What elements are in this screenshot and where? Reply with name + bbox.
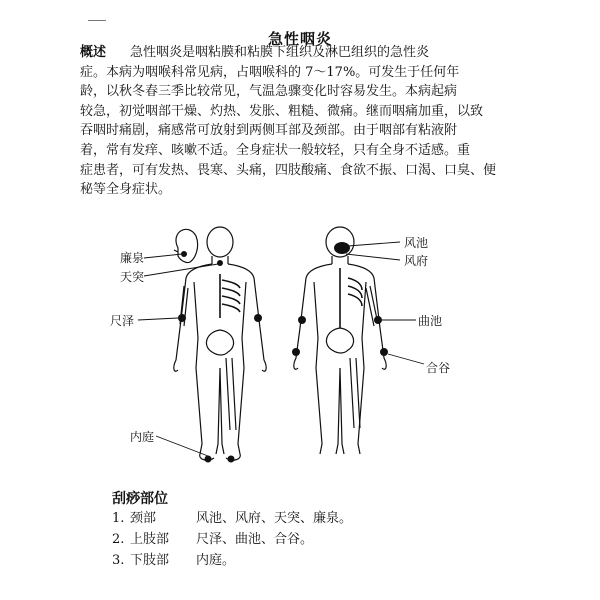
scraping-list <box>112 508 352 571</box>
list-item-points: 风池、风府、天突、廉泉。 <box>196 511 353 526</box>
overview-label: 概述 <box>80 45 107 60</box>
list-item-points: 内庭。 <box>196 553 236 568</box>
leader-line-lianquan <box>144 254 182 258</box>
acupoint-chize-marker-left <box>178 314 186 322</box>
acupoint-fengchi-marker <box>334 242 350 254</box>
scraping-heading: 刮痧部位 <box>112 491 168 507</box>
list-item <box>112 529 352 550</box>
acupoint-hegu-marker-right <box>380 348 388 356</box>
acupoint-quchi-marker-left <box>298 316 306 324</box>
back-body-illustration <box>294 227 386 454</box>
list-item-number: 3. <box>112 553 125 568</box>
leader-line-neiting <box>156 436 208 456</box>
paragraph-line: 吞咽时痛剧，痛感常可放射到两侧耳部及颈部。由于咽部有粘液附 <box>80 123 458 139</box>
label-fengfu: 风府 <box>404 254 429 268</box>
paragraph-line: 龄，以秋冬春三季比较常见，气温急骤变化时容易发生。本病起病 <box>80 84 458 100</box>
top-rule <box>88 20 106 21</box>
page-title: 急性咽炎 <box>267 30 332 48</box>
paragraph-line: 秘等全身症状。 <box>80 182 172 198</box>
leader-line-fengfu <box>346 254 400 260</box>
list-item-region: 上肢部 <box>130 532 170 547</box>
list-item-region: 颈部 <box>130 511 157 526</box>
list-item-number: 2. <box>112 532 125 547</box>
paragraph-line: 症。本病为咽喉科常见病，占咽喉科的 7～17%。可发生于任何年 <box>80 64 460 80</box>
list-item-points: 尺泽、曲池、合谷。 <box>196 532 314 547</box>
acupoint-neiting-marker-left <box>205 456 212 463</box>
label-tiantu: 天突 <box>120 270 145 284</box>
label-hegu: 合谷 <box>426 361 451 375</box>
label-lianquan: 廉泉 <box>120 251 145 265</box>
leader-line-fengchi <box>348 242 400 246</box>
list-item-region: 下肢部 <box>130 553 170 568</box>
paragraph-line: 较急，初觉咽部干燥、灼热、发胀、粗糙、微痛。继而咽痛加重，以致 <box>80 103 484 119</box>
overview-paragraph <box>80 43 497 200</box>
label-neiting: 内庭 <box>130 430 155 444</box>
paragraph-line: 着，常有发痒、咳嗽不适。全身症状一般较轻，只有全身不适感。重 <box>80 142 471 158</box>
acupoint-neiting-marker-right <box>228 456 235 463</box>
leader-line-tiantu <box>144 264 218 276</box>
paragraph-line <box>80 43 480 63</box>
label-chize: 尺泽 <box>110 314 135 328</box>
label-quchi: 曲池 <box>418 314 443 328</box>
paragraph-line: 症患者，可有发热、畏寒、头痛，四肢酸痛、食欲不振、口渴、口臭、便 <box>80 162 497 178</box>
leader-line-hegu <box>388 354 424 364</box>
list-item <box>112 550 352 571</box>
paragraph-line-text: 急性咽炎是咽粘膜和粘膜下组织及淋巴组织的急性炎 <box>130 45 430 60</box>
label-fengchi: 风池 <box>404 236 429 250</box>
list-item <box>112 508 352 529</box>
acupoint-quchi-marker-right <box>374 316 382 324</box>
acupoint-figure <box>100 218 480 470</box>
profile-head-illustration <box>174 229 198 262</box>
leader-line-chize <box>138 318 178 320</box>
acupoint-chize-marker-right <box>254 314 262 322</box>
list-item-number: 1. <box>112 511 125 526</box>
acupoint-hegu-marker-left <box>292 348 300 356</box>
acupoint-tiantu-marker <box>217 260 223 266</box>
